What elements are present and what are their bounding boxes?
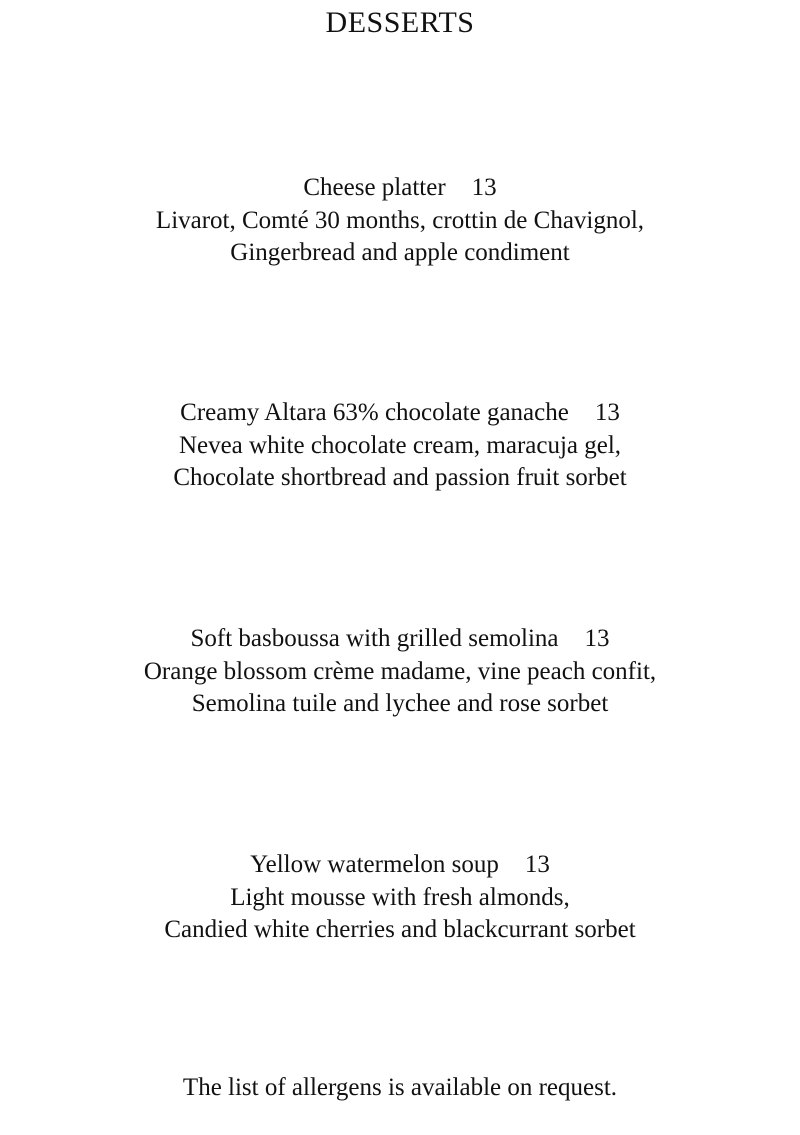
menu-item-description-line: Semolina tuile and lychee and rose sorbet [191, 690, 609, 717]
menu-item-description-line: Chocolate shortbread and passion fruit sorbet [173, 464, 627, 491]
menu-item-name: Soft basboussa with grilled semolina [190, 625, 559, 652]
menu-item [0, 397, 800, 495]
menu-item-name: Creamy Altara 63% chocolate ganache [180, 399, 569, 426]
menu-item-price: 13 [594, 399, 620, 426]
menu-item-description-line: Nevea white chocolate cream, maracuja gel, [178, 431, 622, 459]
menu-item-heading [0, 172, 800, 205]
menu-item-heading [0, 849, 800, 882]
allergens-note: The list of allergens is available on request. [182, 1074, 618, 1101]
menu-item [0, 623, 800, 721]
menu-item-description-line: Orange blossom crème madame, vine peach confit, [143, 657, 657, 685]
menu-item-description-line: Gingerbread and apple condiment [230, 239, 570, 266]
menu-item-name: Yellow watermelon soup [250, 851, 499, 878]
menu-item-price: 13 [471, 174, 497, 201]
menu-item [0, 849, 800, 947]
menu-item-description-line: Livarot, Comté 30 months, crottin de Chavignol, [155, 206, 645, 234]
menu-title: DESSERTS [325, 6, 475, 39]
menu-item-description-line: Candied white cherries and blackcurrant sorbet [164, 916, 636, 943]
menu-item-heading [0, 623, 800, 656]
menu-item-price: 13 [524, 851, 550, 878]
menu-item-heading [0, 397, 800, 430]
menu-item [0, 172, 800, 270]
menu-item-description-line: Light mousse with fresh almonds, [230, 883, 570, 911]
menu-item-name: Cheese platter [303, 174, 446, 201]
menu-item-price: 13 [584, 625, 610, 652]
